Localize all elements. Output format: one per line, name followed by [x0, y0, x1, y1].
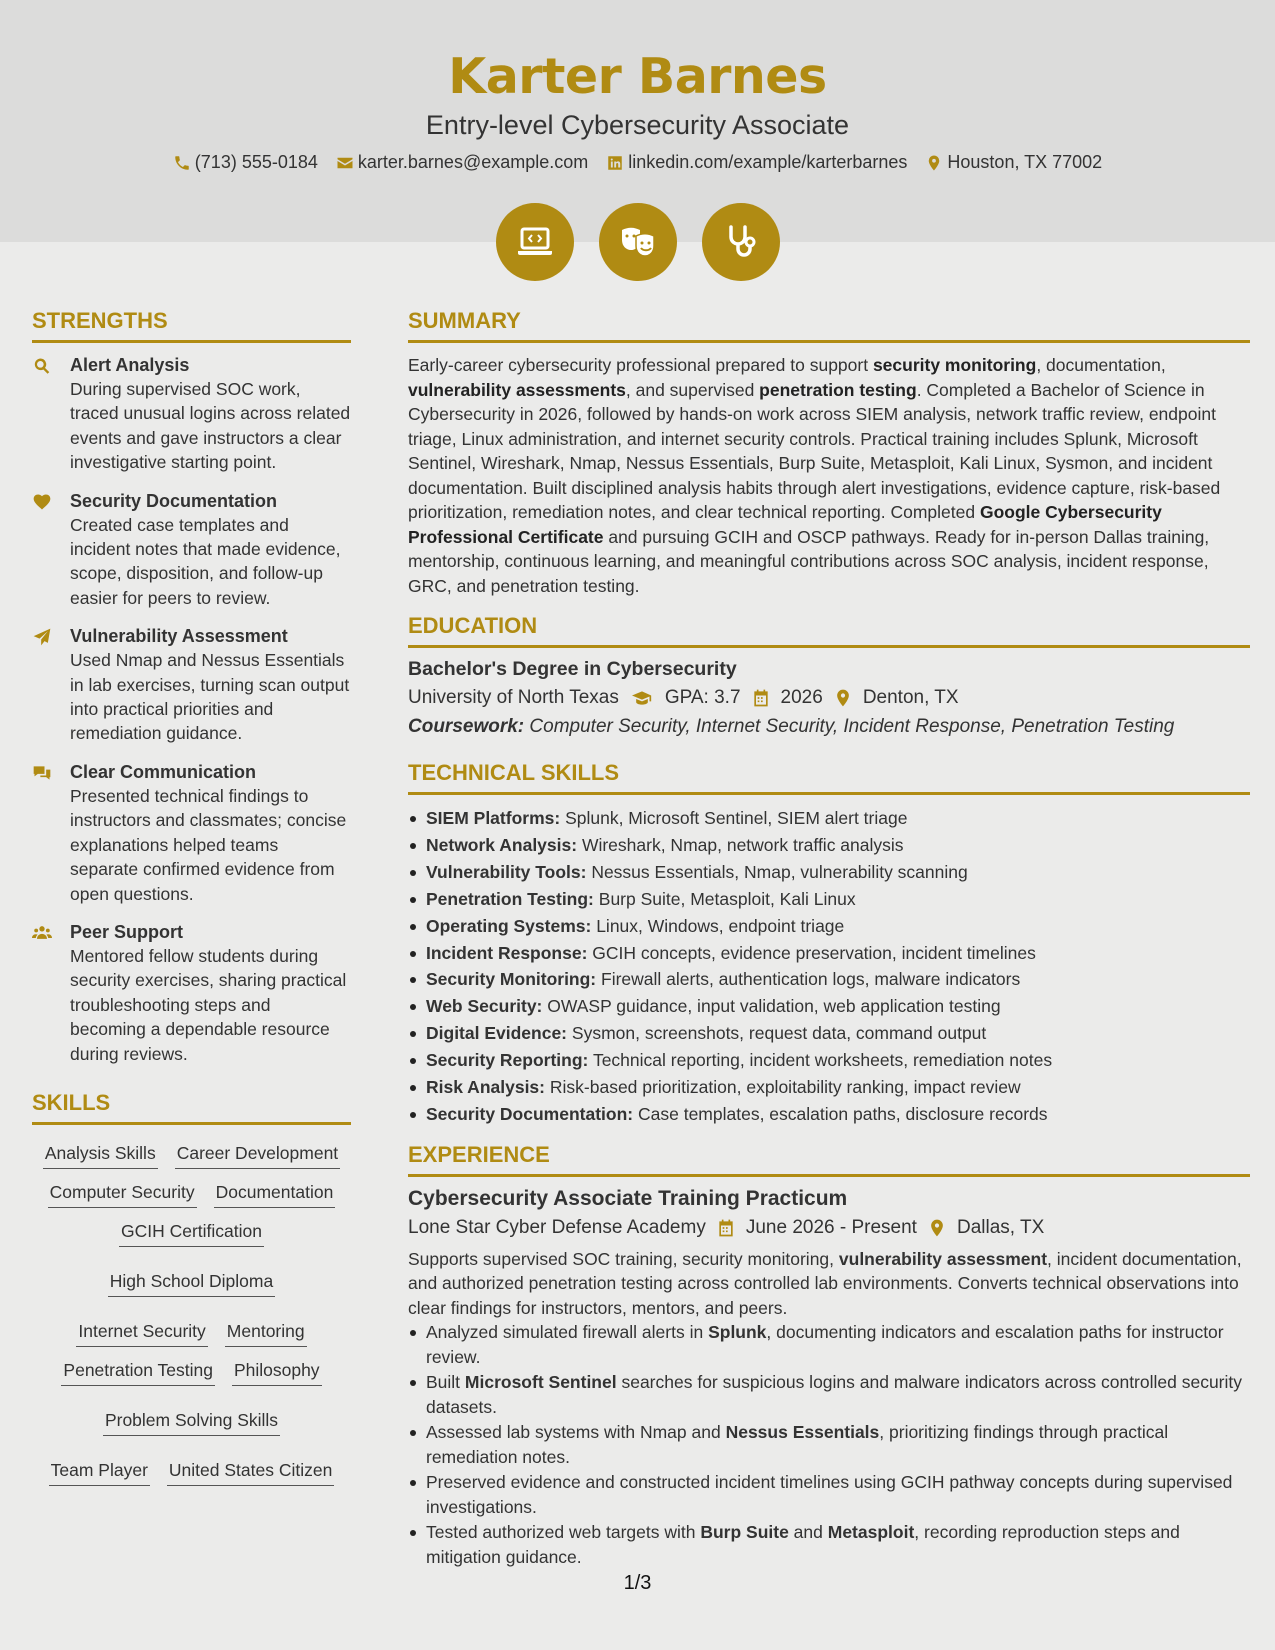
list-item: Preserved evidence and constructed incident timelines using GCIH pathway concepts during supervised investigations. [408, 1470, 1250, 1519]
linkedin-icon [606, 154, 624, 172]
list-item: Security Reporting: Technical reporting, incident worksheets, remediation notes [408, 1047, 1250, 1074]
strengths-heading: STRENGTHS [32, 308, 351, 343]
list-item: Web Security: OWASP guidance, input validation, web application testing [408, 993, 1250, 1020]
badge-row [0, 203, 1275, 281]
comments-icon [32, 763, 52, 783]
grad-year: 2026 [780, 687, 823, 708]
strength-item [32, 353, 351, 475]
list-item: Incident Response: GCIH concepts, evidence preservation, incident timelines [408, 940, 1250, 967]
technical-skills-heading: TECHNICAL SKILLS [408, 760, 1250, 795]
strength-title: Alert Analysis [70, 355, 190, 375]
skill-tag: Mentoring [225, 1319, 307, 1347]
map-pin-icon [927, 1218, 947, 1238]
contact-row [0, 152, 1275, 173]
education-meta [408, 687, 1250, 709]
users-icon [32, 923, 52, 943]
calendar-icon [716, 1218, 736, 1238]
left-column [32, 308, 351, 1486]
strength-desc: Presented technical findings to instructors and classmates; concise explanations helped teams separate confirmed evidence from open questions. [70, 785, 347, 904]
contact-location [925, 152, 1102, 173]
school-name: University of North Texas [408, 687, 619, 708]
contact-email[interactable] [336, 152, 588, 173]
stethoscope-icon [721, 222, 761, 262]
skill-tag: Analysis Skills [43, 1141, 158, 1169]
list-item: Security Documentation: Case templates, escalation paths, disclosure records [408, 1101, 1250, 1128]
strength-item [32, 489, 351, 611]
job-dates: June 2026 - Present [745, 1216, 917, 1238]
candidate-title: Entry-level Cybersecurity Associate [425, 110, 850, 140]
strength-desc: Mentored fellow students during security exercises, sharing practical troubleshooting steps and becoming a dependable resource during reviews. [70, 945, 347, 1064]
strength-title: Security Documentation [70, 490, 278, 511]
education-section [408, 658, 1250, 738]
list-item: Penetration Testing: Burp Suite, Metasploit, Kali Linux [408, 886, 1250, 913]
skill-tag: High School Diploma [108, 1269, 275, 1297]
skill-tag: Career Development [175, 1141, 340, 1169]
list-item: Built Microsoft Sentinel searches for suspicious logins and malware indicators across controlled security datasets. [408, 1370, 1250, 1419]
strength-title: Peer Support [70, 921, 184, 942]
experience-heading: EXPERIENCE [408, 1142, 1250, 1177]
phone-icon [173, 154, 191, 172]
company-name: Lone Star Cyber Defense Academy [408, 1216, 706, 1238]
degree-title: Bachelor's Degree in Cybersecurity [408, 658, 737, 680]
map-pin-icon [833, 688, 853, 708]
strength-item [32, 624, 351, 746]
skill-tag: United States Citizen [167, 1458, 334, 1486]
location-text: Houston, TX 77002 [947, 152, 1103, 172]
experience-section [408, 1187, 1250, 1570]
summary-heading: SUMMARY [408, 308, 1250, 343]
education-heading: EDUCATION [408, 613, 1250, 648]
list-item: SIEM Platforms: Splunk, Microsoft Sentinel, SIEM alert triage [408, 805, 1250, 832]
calendar-icon [751, 688, 771, 708]
right-column [408, 308, 1250, 1570]
heart-icon [32, 492, 52, 512]
skill-tag: Documentation [214, 1180, 336, 1208]
list-item: Vulnerability Tools: Nessus Essentials, Nmap, vulnerability scanning [408, 859, 1250, 886]
theater-masks-badge [599, 203, 677, 281]
theater-masks-icon [618, 222, 658, 262]
paper-plane-icon [32, 627, 52, 647]
strength-title: Clear Communication [70, 761, 257, 782]
list-item: Risk Analysis: Risk-based prioritization, exploitability ranking, impact review [408, 1074, 1250, 1101]
map-pin-icon [925, 154, 943, 172]
list-item: Analyzed simulated firewall alerts in Splunk, documenting indicators and escalation paths for instructor review. [408, 1320, 1250, 1369]
job-meta [408, 1217, 1250, 1239]
strength-item [32, 920, 351, 1066]
candidate-name: Karter Barnes [448, 48, 827, 105]
skills-heading: SKILLS [32, 1090, 351, 1125]
gpa: GPA: 3.7 [664, 687, 741, 708]
list-item: Tested authorized web targets with Burp Suite and Metasploit, recording reproduction steps and mitigation guidance. [408, 1520, 1250, 1569]
coursework: Coursework: Computer Security, Internet Security, Incident Response, Penetration Testing [408, 716, 1175, 737]
laptop-code-badge [496, 203, 574, 281]
envelope-icon [336, 154, 354, 172]
list-item: Operating Systems: Linux, Windows, endpoint triage [408, 913, 1250, 940]
contact-linkedin[interactable] [606, 152, 907, 173]
skills-tags [32, 1141, 351, 1486]
graduation-cap-icon [629, 688, 655, 708]
summary-section [408, 353, 1250, 598]
skill-tag: Team Player [49, 1458, 150, 1486]
skill-tag: Penetration Testing [61, 1358, 215, 1386]
strength-desc: During supervised SOC work, traced unusual logins across related events and gave instructors a clear investigative starting point. [70, 379, 351, 473]
strength-title: Vulnerability Assessment [70, 626, 288, 647]
list-item: Network Analysis: Wireshark, Nmap, network traffic analysis [408, 832, 1250, 859]
list-item: Digital Evidence: Sysmon, screenshots, request data, command output [408, 1020, 1250, 1047]
strength-desc: Used Nmap and Nessus Essentials in lab exercises, turning scan output into practical priorities and remediation guidance. [70, 650, 350, 744]
skill-tag: GCIH Certification [119, 1219, 264, 1247]
job-location: Dallas, TX [956, 1216, 1045, 1238]
phone-text: (713) 555-0184 [194, 152, 318, 172]
strength-desc: Created case templates and incident notes that made evidence, scope, disposition, and follow-up easier for peers to review. [70, 514, 341, 608]
page-number: 1/3 [623, 1572, 652, 1594]
skill-tag: Philosophy [232, 1358, 322, 1386]
list-item: Security Monitoring: Firewall alerts, authentication logs, malware indicators [408, 966, 1250, 993]
skill-tag: Computer Security [48, 1180, 197, 1208]
skill-tag: Problem Solving Skills [103, 1408, 280, 1436]
experience-bullets [408, 1320, 1250, 1569]
summary-text: Early-career cybersecurity professional prepared to support security monitoring, documentation, vulnerability assessments, and supervised penetration testing. Completed a Bachelor of Science in Cybersecurity in 2026, followed by hands-on work across SIEM analysis, network traffic review, endpoint triage, Linux administration, and internet security controls. Practical training includes Splunk, Microsoft Sentinel, Wireshark, Nmap, Nessus Essentials, Burp Suite, Metasploit, Kali Linux, Sysmon, and incident documentation. Built disciplined analysis habits through alert investigations, evidence capture, risk-based prioritization, remediation notes, and clear technical reporting. Completed Google Cybersecurity Professional Certificate and pursuing GCIH and OSCP pathways. Ready for in-person Dallas training, mentorship, continuous learning, and meaningful contributions across SOC analysis, incident response, GRC, and penetration testing. [408, 355, 1221, 596]
skill-tag: Internet Security [76, 1319, 207, 1347]
list-item: Assessed lab systems with Nmap and Nessus Essentials, prioritizing findings through practical remediation notes. [408, 1420, 1250, 1469]
job-intro: Supports supervised SOC training, security monitoring, vulnerability assessment, incident documentation, and authorized penetration testing across controlled lab environments. Converts technical observations into clear findings for instructors, mentors, and peers. [408, 1248, 1242, 1318]
laptop-code-icon [515, 222, 555, 262]
stethoscope-badge [702, 203, 780, 281]
email-text: karter.barnes@example.com [357, 152, 589, 172]
contact-phone[interactable] [173, 152, 318, 173]
job-title: Cybersecurity Associate Training Practicum [408, 1186, 848, 1210]
magnifier-icon [32, 356, 52, 376]
strength-item [32, 760, 351, 906]
linkedin-text: linkedin.com/example/karterbarnes [628, 152, 908, 172]
technical-skills-list [408, 805, 1250, 1128]
school-location: Denton, TX [862, 687, 959, 708]
